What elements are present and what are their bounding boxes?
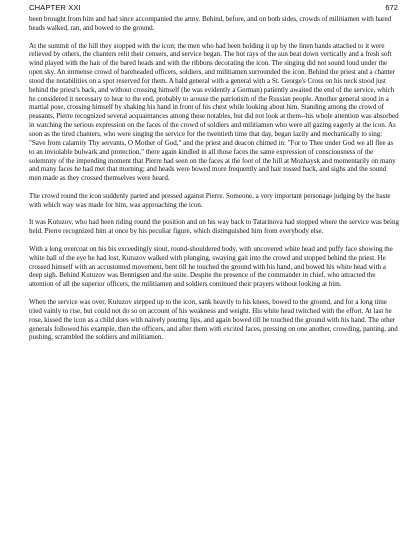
running-header — [29, 2, 398, 14]
paragraph: When the service was over, Kutuzov stepped up to the icon, sank heavily to his knees, bowed to the ground, and for a long time tried vainly to rise, but could not do so on account of his weakness and weight. His white head twitched with the effort. At last he rose, kissed the icon as a child does with naively pouting lips, and again bowed till he touched the ground with his hand. The other generals followed his example, then the officers, and after them with excited faces, pressing on one another, crowding, panting, and pushing, scrambled the soldiers and militiamen. — [29, 298, 398, 342]
paragraph: At the summit of the hill they stopped with the icon; the men who had been holding it up by the linen bands attached to it were relieved by others, the chanters relit their censers, and service began. The hot rays of the sun beat down vertically and a fresh soft wind played with the hair of the bared heads and with the ribbons decorating the icon. The singing did not sound loud under the open sky. An immense crowd of bareheaded officers, soldiers, and militiamen surrounded the icon. Behind the priest and a chanter stood the notabilities on a spot reserved for them. A bald general with a general with a St. George's Cross on his neck stood just behind the priest's back, and without crossing himself (he was evidently a German) patiently awaited the end of the service, which he considered it necessary to hear to the end, probably to arouse the patriotism of the Russian people. Another general stood in a martial pose, crossing himself by shaking his hand in front of his chest while looking about him. Standing among the crowd of peasants, Pierre recognized several acquaintances among these notables, but did not look at them--his whole attention was absorbed in watching the serious expression on the faces of the crowd of soldiers and militiamen who were all gazing eagerly at the icon. As soon as the tired chanters, who were singing the service for the twentieth time that day, began lazily and mechanically to sing: "Save from calamity Thy servants, O Mother of God," and the priest and deacon chimed in: "For to Thee under God we all flee as to an inviolable bulwark and protection," there again kindled in all those faces the same expression of consciousness of the solemnity of the impending moment that Pierre had seen on the faces at the foot of the hill at Mozhaysk and momentarily on many and many faces he had met that morning; and heads were bowed more frequently and hair tossed back, and sighs and the sound men made as they crossed themselves were heard. — [29, 41, 399, 183]
paragraph: With a long overcoat on his his exceedingly stout, round-shouldered body, with uncovered white head and puffy face showing the white ball of the eye he had lost, Kutuzov walked with plunging, swaying gait into the crowd and stopped behind the priest. He crossed himself with an accustomed movement, bent till he touched the ground with his hand, and bowed his white head with a deep sigh. Behind Kutuzov was Bennigsen and the suite. Despite the presence of the commander in chief, who attracted the attention of all the superior officers, the militiamen and soldiers continued their prayers without looking at him. — [29, 244, 393, 289]
paragraph: been brought from him and had since accompanied the army. Behind, before, and on both sides, crowds of militiamen with bared heads walked, ran, and bowed to the ground. — [29, 15, 392, 32]
page-number: 672 — [385, 3, 398, 12]
body-text — [29, 15, 400, 351]
paragraph: It was Kutuzov, who had been riding round the position and on his way back to Tatarinova had stopped where the service was being held. Pierre recognized him at once by his peculiar figure, which distinguished him from everybody else. — [29, 218, 399, 236]
paragraph: The crowd round the icon suddenly parted and pressed against Pierre. Someone, a very important personage judging by the haste with which way was made for him, was approaching the icon. — [29, 191, 391, 209]
chapter-heading: CHAPTER XXI — [29, 3, 81, 12]
